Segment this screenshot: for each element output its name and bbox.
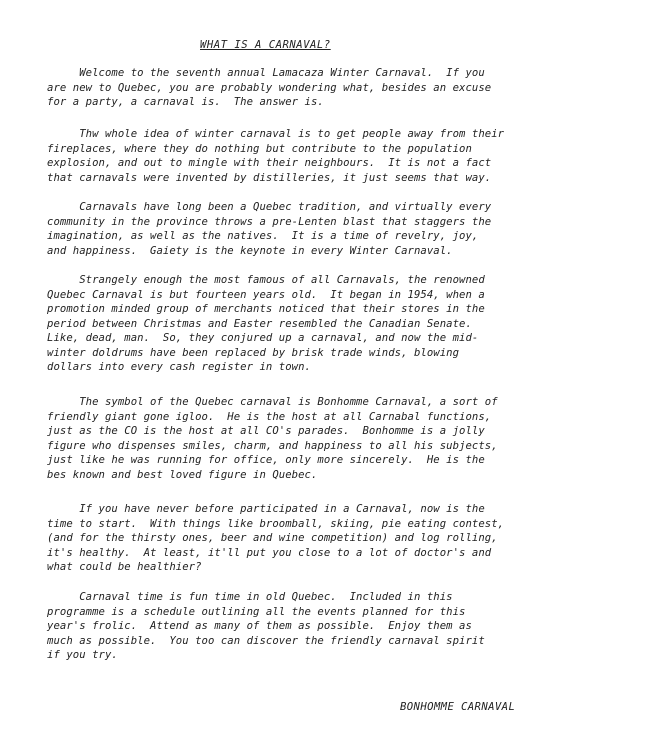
paragraph-line: for a party, a carnaval is. The answer is. <box>47 96 324 108</box>
paragraph-line: programme is a schedule outlining all the events planned for this <box>47 605 466 618</box>
paragraph-line: period between Christmas and Easter resembled the Canadian Senate. <box>47 317 472 330</box>
document-title: WHAT IS A CARNAVAL? <box>200 39 331 51</box>
paragraph-line: year's frolic. Attend as many of them as possible. Enjoy them as <box>47 620 472 632</box>
paragraph-line: Welcome to the seventh annual Lamacaza Winter Carnaval. If you <box>47 67 485 79</box>
paragraph-line: figure who dispenses smiles, charm, and happiness to all his subjects, <box>47 439 498 452</box>
signature: BONHOMME CARNAVAL <box>400 701 516 713</box>
paragraph-line: are new to Quebec, you are probably wondering what, besides an excuse <box>47 81 492 94</box>
paragraph-line: that carnavals were invented by distilleries, it just seems that way. <box>47 171 492 184</box>
paragraph-line: promotion minded group of merchants noticed that their stores in the <box>47 303 485 315</box>
paragraph-participate <box>47 502 635 575</box>
paragraph-history <box>47 273 635 375</box>
paragraph-idea <box>47 127 635 185</box>
paragraph-fun-time <box>47 590 635 663</box>
paragraph-line: and happiness. Gaiety is the keynote in every Winter Carnaval. <box>47 244 453 257</box>
paragraph-line: much as possible. You too can discover the friendly carnaval spirit <box>47 634 485 647</box>
paragraph-line: fireplaces, where they do nothing but contribute to the population <box>47 142 472 155</box>
paragraph-welcome <box>47 66 635 110</box>
paragraph-line: time to start. With things like broomball, skiing, pie eating contest, <box>47 517 505 530</box>
paragraph-line: If you have never before participated in a Carnaval, now is the <box>47 503 485 515</box>
paragraph-line: Like, dead, man. So, they conjured up a carnaval, and now the mid- <box>47 332 479 344</box>
paragraph-line: Quebec Carnaval is but fourteen years old. It began in 1954, when a <box>47 288 485 301</box>
paragraph-line: bes known and best loved figure in Quebec. <box>47 468 318 481</box>
paragraph-line: just as the CO is the host at all CO's parades. Bonhomme is a jolly <box>47 425 485 437</box>
paragraph-line: Thw whole idea of winter carnaval is to get people away from their <box>47 128 505 140</box>
paragraph-line: just like he was running for office, only more sincerely. He is the <box>47 454 485 466</box>
paragraph-line: Strangely enough the most famous of all Carnavals, the renowned <box>47 274 485 286</box>
paragraph-line: (and for the thirsty ones, beer and wine competition) and log rolling, <box>47 532 498 544</box>
paragraph-line: Carnavals have long been a Quebec tradition, and virtually every <box>47 201 492 213</box>
paragraph-line: it's healthy. At least, it'll put you close to a lot of doctor's and <box>47 546 492 559</box>
paragraph-line: what could be healthier? <box>47 561 202 573</box>
paragraph-line: if you try. <box>47 649 118 661</box>
paragraph-line: winter doldrums have been replaced by brisk trade winds, blowing <box>47 346 460 359</box>
paragraph-line: The symbol of the Quebec carnaval is Bonhomme Carnaval, a sort of <box>47 396 498 408</box>
paragraph-line: imagination, as well as the natives. It is a time of revelry, joy, <box>47 230 479 242</box>
paragraph-line: Carnaval time is fun time in old Quebec. Included in this <box>47 591 453 603</box>
paragraph-line: friendly giant gone igloo. He is the host at all Carnabal functions, <box>47 410 492 423</box>
paragraph-symbol <box>47 395 635 482</box>
paragraph-tradition <box>47 200 635 258</box>
paragraph-line: community in the province throws a pre-Lenten blast that staggers the <box>47 215 492 228</box>
paragraph-line: explosion, and out to mingle with their neighbours. It is not a fact <box>47 157 492 169</box>
paragraph-line: dollars into every cash register in town. <box>47 361 311 373</box>
